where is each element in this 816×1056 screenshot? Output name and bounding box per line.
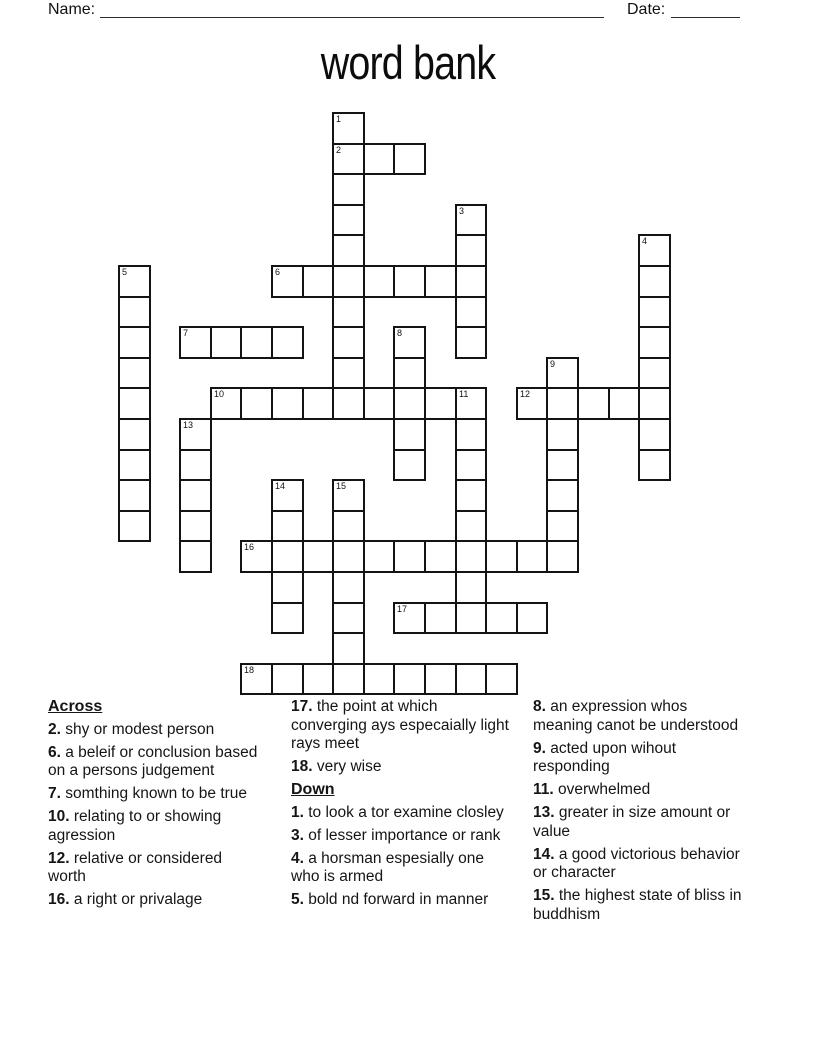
grid-cell[interactable]: [455, 326, 487, 359]
grid-cell[interactable]: [302, 387, 334, 420]
grid-cell[interactable]: [455, 602, 487, 634]
grid-cell[interactable]: [271, 663, 304, 695]
grid-cell[interactable]: [393, 357, 426, 389]
clue-number: 4.: [291, 849, 304, 867]
clue-11: 11. overwhelmed: [533, 781, 651, 798]
grid-cell[interactable]: [455, 449, 487, 481]
grid-cell[interactable]: [332, 173, 365, 206]
down-heading: Down: [291, 781, 335, 798]
cell-number: 17: [397, 604, 408, 614]
grid-cell[interactable]: [424, 663, 457, 695]
grid-cell[interactable]: [516, 540, 548, 573]
cell-number: 16: [244, 542, 255, 552]
grid-cell[interactable]: [332, 296, 365, 328]
date-input-line[interactable]: [671, 17, 740, 18]
clue-number: 3.: [291, 826, 304, 844]
grid-cell[interactable]: [638, 265, 671, 298]
cell-number: 18: [244, 665, 255, 675]
grid-cell[interactable]: [393, 663, 426, 695]
clue-number: 10.: [48, 808, 70, 825]
grid-cell[interactable]: [638, 449, 671, 481]
grid-cell[interactable]: [179, 449, 212, 481]
grid-cell[interactable]: [210, 387, 242, 420]
grid-cell[interactable]: [240, 663, 273, 695]
grid-cell[interactable]: [546, 510, 579, 542]
grid-cell[interactable]: [455, 418, 487, 451]
clue-number: 5.: [291, 891, 304, 908]
cell-number: 7: [183, 328, 189, 338]
grid-cell[interactable]: [455, 510, 487, 542]
clue-number: 18.: [291, 758, 313, 775]
grid-cell[interactable]: [363, 265, 395, 298]
clue-6: 6. a beleif or conclusion based on a persons judgement: [48, 743, 258, 779]
grid-cell[interactable]: [240, 387, 273, 420]
cell-number: 13: [183, 420, 194, 430]
grid-cell[interactable]: [332, 602, 365, 634]
grid-cell[interactable]: [638, 357, 671, 389]
grid-cell[interactable]: [455, 479, 487, 512]
grid-cell[interactable]: [179, 326, 212, 359]
clue-8: 8. an expression whos meaning canot be understood: [533, 698, 739, 734]
grid-cell[interactable]: [363, 663, 395, 695]
grid-cell[interactable]: [332, 387, 365, 420]
grid-cell[interactable]: [271, 479, 304, 512]
cell-number: 3: [459, 206, 465, 216]
grid-cell[interactable]: [546, 540, 579, 573]
grid-cell[interactable]: [516, 387, 548, 420]
grid-cell[interactable]: [546, 357, 579, 389]
grid-cell[interactable]: [271, 387, 304, 420]
clue-number: 17.: [291, 698, 313, 715]
grid-cell[interactable]: [302, 265, 334, 298]
clue-number: 14.: [533, 845, 555, 863]
name-input-line[interactable]: [100, 17, 604, 18]
grid-cell[interactable]: [485, 663, 518, 695]
grid-cell[interactable]: [424, 265, 457, 298]
grid-cell[interactable]: [455, 296, 487, 328]
across-heading: Across: [48, 698, 103, 715]
clue-9: 9. acted upon wihout responding: [533, 739, 677, 775]
grid-cell[interactable]: [485, 602, 518, 634]
name-label: Name:: [48, 1, 96, 18]
grid-cell[interactable]: [332, 571, 365, 604]
grid-cell[interactable]: [363, 540, 395, 573]
grid-cell[interactable]: [332, 510, 365, 542]
grid-cell[interactable]: [332, 112, 365, 145]
grid-cell[interactable]: [271, 265, 304, 298]
grid-cell[interactable]: [393, 143, 426, 175]
grid-cell[interactable]: [118, 418, 151, 451]
grid-cell[interactable]: [332, 265, 365, 298]
grid-cell[interactable]: [363, 387, 395, 420]
grid-cell[interactable]: [546, 387, 579, 420]
grid-cell[interactable]: [118, 357, 151, 389]
grid-cell[interactable]: [577, 387, 610, 420]
clue-number: 16.: [48, 891, 70, 908]
cell-number: 11: [459, 389, 469, 399]
grid-cell[interactable]: [302, 540, 334, 573]
clue-number: 2.: [48, 720, 61, 738]
grid-cell[interactable]: [332, 234, 365, 267]
grid-cell[interactable]: [455, 265, 487, 298]
grid-cell[interactable]: [240, 540, 273, 573]
clue-number: 11.: [533, 781, 554, 798]
grid-cell[interactable]: [118, 387, 151, 420]
grid-cell[interactable]: [210, 326, 242, 359]
grid-cell[interactable]: [455, 234, 487, 267]
clue-number: 1.: [291, 803, 304, 821]
grid-cell[interactable]: [363, 143, 395, 175]
clue-5: 5. bold nd forward in manner: [291, 891, 489, 908]
clue-7: 7. somthing known to be true: [48, 785, 248, 802]
clue-number: 12.: [48, 849, 70, 867]
cell-number: 2: [336, 145, 342, 155]
grid-cell[interactable]: [393, 387, 426, 420]
grid-cell[interactable]: [424, 540, 457, 573]
grid-cell[interactable]: [485, 540, 518, 573]
clue-18: 18. very wise: [291, 758, 382, 775]
grid-cell[interactable]: [271, 540, 304, 573]
clue-15: 15. the highest state of bliss in buddhism: [533, 887, 742, 923]
grid-cell[interactable]: [455, 571, 487, 604]
clue-16: 16. a right or privalage: [48, 891, 203, 908]
grid-cell[interactable]: [118, 510, 151, 542]
grid-cell[interactable]: [179, 510, 212, 542]
grid-cell[interactable]: [271, 602, 304, 634]
cell-number: 5: [122, 267, 128, 277]
cell-number: 12: [520, 389, 531, 399]
clue-number: 8.: [533, 698, 546, 715]
grid-cell[interactable]: [332, 204, 365, 236]
grid-cell[interactable]: [546, 479, 579, 512]
grid-cell[interactable]: [455, 663, 487, 695]
grid-cell[interactable]: [332, 632, 365, 665]
grid-cell[interactable]: [516, 602, 548, 634]
grid-cell[interactable]: [118, 296, 151, 328]
grid-cell[interactable]: [179, 540, 212, 573]
clue-number: 6.: [48, 743, 61, 761]
clue-17: 17. the point at which converging ays especaially light rays meet: [291, 698, 509, 752]
grid-cell[interactable]: [332, 326, 365, 359]
cell-number: 6: [275, 267, 281, 277]
grid-cell[interactable]: [638, 296, 671, 328]
grid-cell[interactable]: [638, 387, 671, 420]
grid-cell[interactable]: [546, 449, 579, 481]
clue-3: 3. of lesser importance or rank: [291, 826, 501, 844]
clue-2: 2. shy or modest person: [48, 720, 215, 738]
grid-cell[interactable]: [118, 326, 151, 359]
grid-cell[interactable]: [638, 418, 671, 451]
grid-cell[interactable]: [332, 357, 365, 389]
grid-cell[interactable]: [424, 602, 457, 634]
grid-cell[interactable]: [455, 540, 487, 573]
cell-number: 1: [336, 114, 342, 124]
grid-cell[interactable]: [118, 479, 151, 512]
grid-cell[interactable]: [118, 449, 151, 481]
grid-cell[interactable]: [455, 387, 487, 420]
clue-column: [533, 698, 747, 929]
grid-cell[interactable]: [332, 663, 365, 695]
clue-column: [48, 698, 260, 914]
grid-cell[interactable]: [118, 265, 151, 298]
grid-cell[interactable]: [393, 326, 426, 359]
grid-cell[interactable]: [332, 540, 365, 573]
grid-cell[interactable]: [393, 449, 426, 481]
grid-cell[interactable]: [240, 326, 273, 359]
cell-number: 10: [214, 389, 225, 399]
grid-cell[interactable]: [271, 326, 304, 359]
cell-number: 14: [275, 481, 286, 491]
clue-column: [291, 698, 510, 914]
grid-cell[interactable]: [393, 602, 426, 634]
clue-13: 13. greater in size amount or value: [533, 804, 731, 840]
cell-number: 4: [642, 236, 648, 246]
page-title: word bank: [320, 36, 496, 89]
grid-cell[interactable]: [393, 265, 426, 298]
clue-12: 12. relative or considered worth: [48, 849, 223, 885]
clue-14: 14. a good victorious behavior or character: [533, 845, 740, 881]
grid-cell[interactable]: [393, 418, 426, 451]
clue-number: 9.: [533, 739, 546, 757]
clue-number: 13.: [533, 804, 555, 821]
grid-cell[interactable]: [638, 326, 671, 359]
grid-cell[interactable]: [179, 418, 212, 451]
grid-cell[interactable]: [332, 479, 365, 512]
grid-cell[interactable]: [393, 540, 426, 573]
cell-number: 9: [550, 359, 556, 369]
cell-number: 15: [336, 481, 347, 491]
clue-1: 1. to look a tor examine closley: [291, 803, 504, 821]
grid-cell[interactable]: [424, 387, 457, 420]
grid-cell[interactable]: [302, 663, 334, 695]
cell-number: 8: [397, 328, 403, 338]
date-label: Date:: [627, 1, 666, 18]
clue-4: 4. a horsman espesially one who is armed: [291, 849, 485, 885]
grid-cell[interactable]: [332, 143, 365, 175]
grid-cell[interactable]: [271, 510, 304, 542]
grid-cell[interactable]: [455, 204, 487, 236]
clue-number: 15.: [533, 887, 555, 904]
clue-number: 7.: [48, 785, 61, 802]
clue-10: 10. relating to or showing agression: [48, 808, 222, 844]
grid-cell[interactable]: [179, 479, 212, 512]
grid-cell[interactable]: [638, 234, 671, 267]
grid-cell[interactable]: [608, 387, 640, 420]
grid-cell[interactable]: [546, 418, 579, 451]
grid-cell[interactable]: [271, 571, 304, 604]
